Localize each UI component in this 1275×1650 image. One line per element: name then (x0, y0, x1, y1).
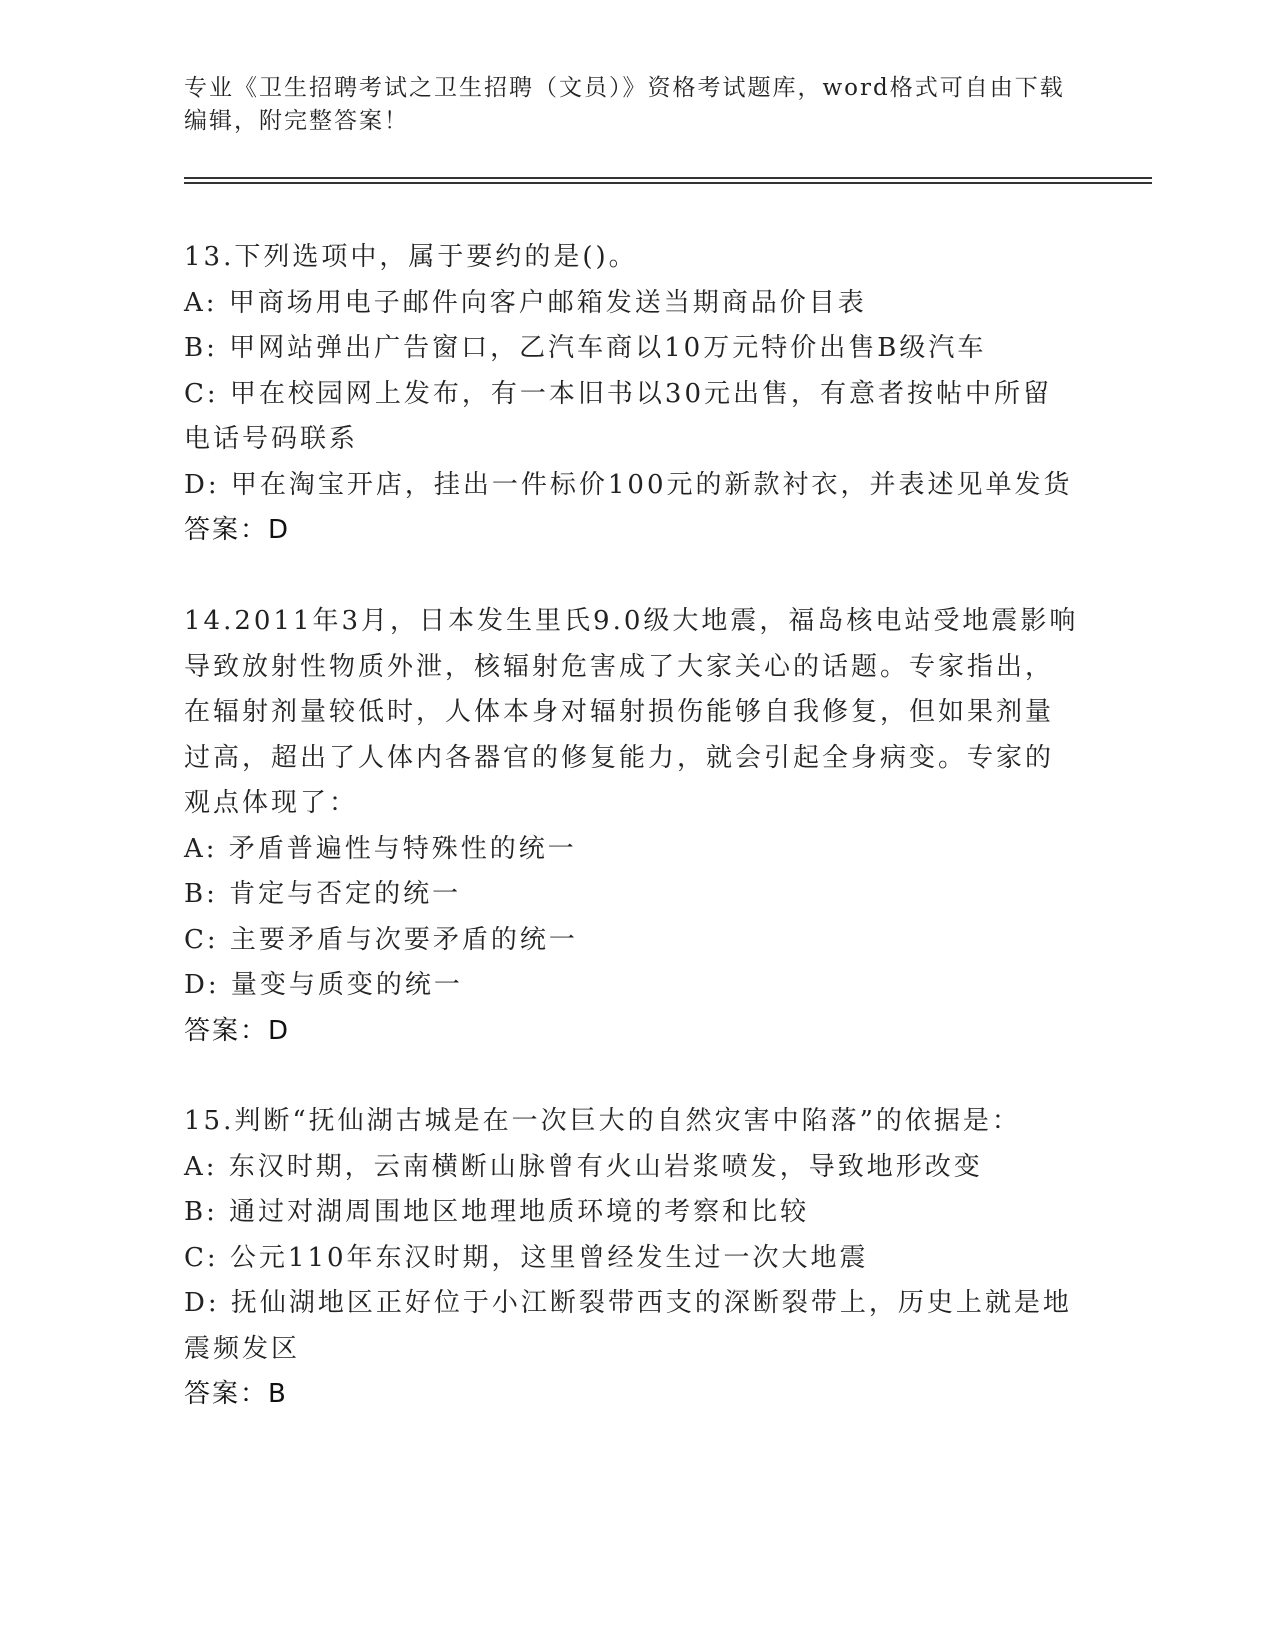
question-stem: 过高，超出了人体内各器官的修复能力，就会引起全身病变。专家的 (184, 742, 1055, 773)
option-b: B: 通过对湖周围地区地理地质环境的考察和比较 (184, 1197, 810, 1227)
option-d: D: 量变与质变的统一 (184, 970, 463, 1000)
header-line: 专业《卫生招聘考试之卫生招聘（文员）》资格考试题库，word格式可自由下载 (184, 75, 1065, 101)
question-stem: 导致放射性物质外泄，核辐射危害成了大家关心的话题。专家指出， (184, 651, 1055, 682)
option-d-continued: 震频发区 (184, 1333, 301, 1364)
option-d: D: 甲在淘宝开店，挂出一件标价100元的新款衬衣，并表述见单发货 (184, 469, 1073, 500)
document-header (184, 72, 1064, 138)
answer-label: 答案：B (184, 1379, 288, 1409)
question-stem: 在辐射剂量较低时，人体本身对辐射损伤能够自我修复，但如果剂量 (184, 697, 1055, 727)
question-13 (184, 235, 1084, 554)
option-c: C: 主要矛盾与次要矛盾的统一 (184, 924, 578, 955)
header-divider (184, 177, 1152, 179)
question-stem: 14.2011年3月，日本发生里氏9.0级大地震，福岛核电站受地震影响 (184, 606, 1079, 636)
option-a: A: 矛盾普遍性与特殊性的统一 (184, 833, 577, 864)
question-14 (184, 599, 1084, 1054)
question-stem: 15.判断“抚仙湖古城是在一次巨大的自然灾害中陷落”的依据是： (184, 1106, 1021, 1136)
answer-label: 答案：D (184, 515, 291, 545)
header-line: 编辑，附完整答案！ (184, 108, 409, 134)
option-c: C: 甲在校园网上发布，有一本旧书以30元出售，有意者按帖中所留 (184, 378, 1053, 409)
option-c: C: 公元110年东汉时期，这里曾经发生过一次大地震 (184, 1242, 869, 1273)
option-d: D: 抚仙湖地区正好位于小江断裂带西支的深断裂带上，历史上就是地 (184, 1288, 1072, 1318)
question-stem: 观点体现了： (184, 788, 359, 818)
option-a: A: 甲商场用电子邮件向客户邮箱发送当期商品价目表 (184, 287, 867, 318)
option-b: B: 肯定与否定的统一 (184, 879, 462, 909)
option-a: A: 东汉时期，云南横断山脉曾有火山岩浆喷发，导致地形改变 (184, 1151, 983, 1182)
answer-label: 答案：D (184, 1015, 291, 1046)
question-stem: 13.下列选项中，属于要约的是()。 (184, 242, 638, 272)
option-b: B: 甲网站弹出广告窗口，乙汽车商以10万元特价出售B级汽车 (184, 333, 987, 363)
question-15 (184, 1099, 1084, 1418)
option-c-continued: 电话号码联系 (184, 424, 359, 454)
header-divider (184, 182, 1152, 184)
